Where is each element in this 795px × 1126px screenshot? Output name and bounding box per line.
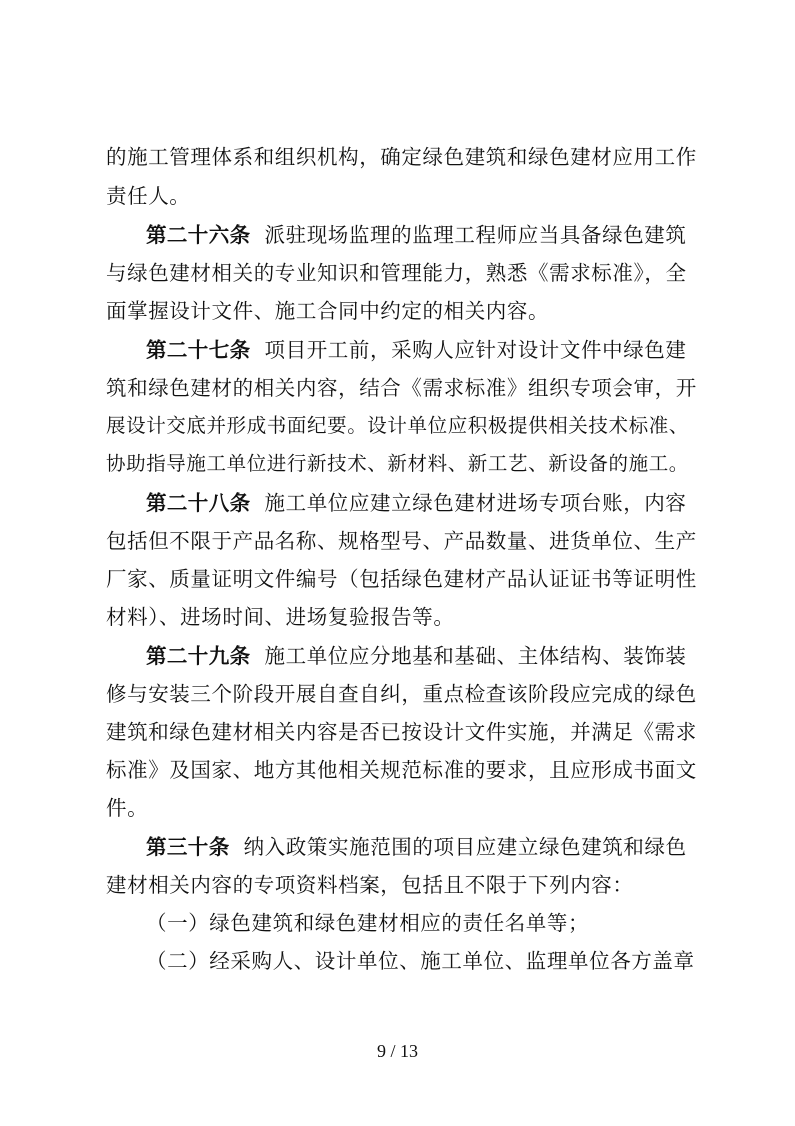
article-text: 施工单位应建立绿色建材进场专项台账，内容 [264, 491, 687, 515]
article-label: 第二十七条 [146, 338, 251, 362]
article-label: 第二十八条 [146, 491, 251, 515]
article-28 [146, 484, 701, 522]
text-line: 协助指导施工单位进行新技术、新材料、新工艺、新设备的施工。 [106, 452, 689, 475]
page-number: 9 / 13 [376, 1041, 418, 1061]
article-text: 派驻现场监理的监理工程师应当具备绿色建筑 [264, 223, 687, 247]
article-text: 施工单位应分地基和基础、主体结构、装饰装 [264, 644, 687, 668]
article-29 [146, 637, 701, 675]
article-27 [146, 331, 701, 369]
text-line: 包括但不限于产品名称、规格型号、产品数量、进货单位、生产 [106, 529, 697, 553]
article-26 [146, 216, 701, 254]
text-line: 修与安装三个阶段开展自查自纠，重点检查该阶段应完成的绿色 [106, 682, 697, 706]
article-label: 第三十条 [146, 835, 230, 859]
text-line: 件。 [106, 796, 149, 820]
article-label: 第二十六条 [146, 223, 251, 247]
text-line: 标准》及国家、地方其他相关规范标准的要求，且应形成书面文 [106, 758, 697, 782]
text-line: 面掌握设计文件、施工合同中约定的相关内容。 [106, 299, 550, 323]
article-30 [146, 828, 701, 866]
text-line: 展设计交底并形成书面纪要。设计单位应积极提供相关技术标准、 [106, 414, 689, 437]
article-text: 纳入政策实施范围的项目应建立绿色建筑和绿色 [243, 835, 687, 859]
text-line: 与绿色建材相关的专业知识和管理能力，熟悉《需求标准》，全 [106, 261, 687, 285]
article-label: 第二十九条 [146, 644, 251, 668]
list-item: （一）绿色建筑和绿色建材相应的责任名单等； [146, 911, 590, 935]
text-line: 建筑和绿色建材相关内容是否已按设计文件实施，并满足《需求 [106, 720, 697, 744]
text-line: 材料）、进场时间、进场复验报告等。 [106, 605, 455, 629]
text-line: 厂家、质量证明文件编号（包括绿色建材产品认证证书等证明性 [106, 567, 697, 591]
text-line: 的施工管理体系和组织机构，确定绿色建筑和绿色建材应用工作 [106, 145, 697, 169]
article-text: 项目开工前，采购人应针对设计文件中绿色建 [264, 338, 687, 362]
text-line: 责任人。 [106, 184, 191, 208]
text-line: 建材相关内容的专项资料档案，包括且不限于下列内容： [106, 873, 634, 897]
text-line: 筑和绿色建材的相关内容，结合《需求标准》组织专项会审，开 [106, 376, 697, 400]
list-item: （二）经采购人、设计单位、施工单位、监理单位各方盖章 [146, 949, 695, 973]
